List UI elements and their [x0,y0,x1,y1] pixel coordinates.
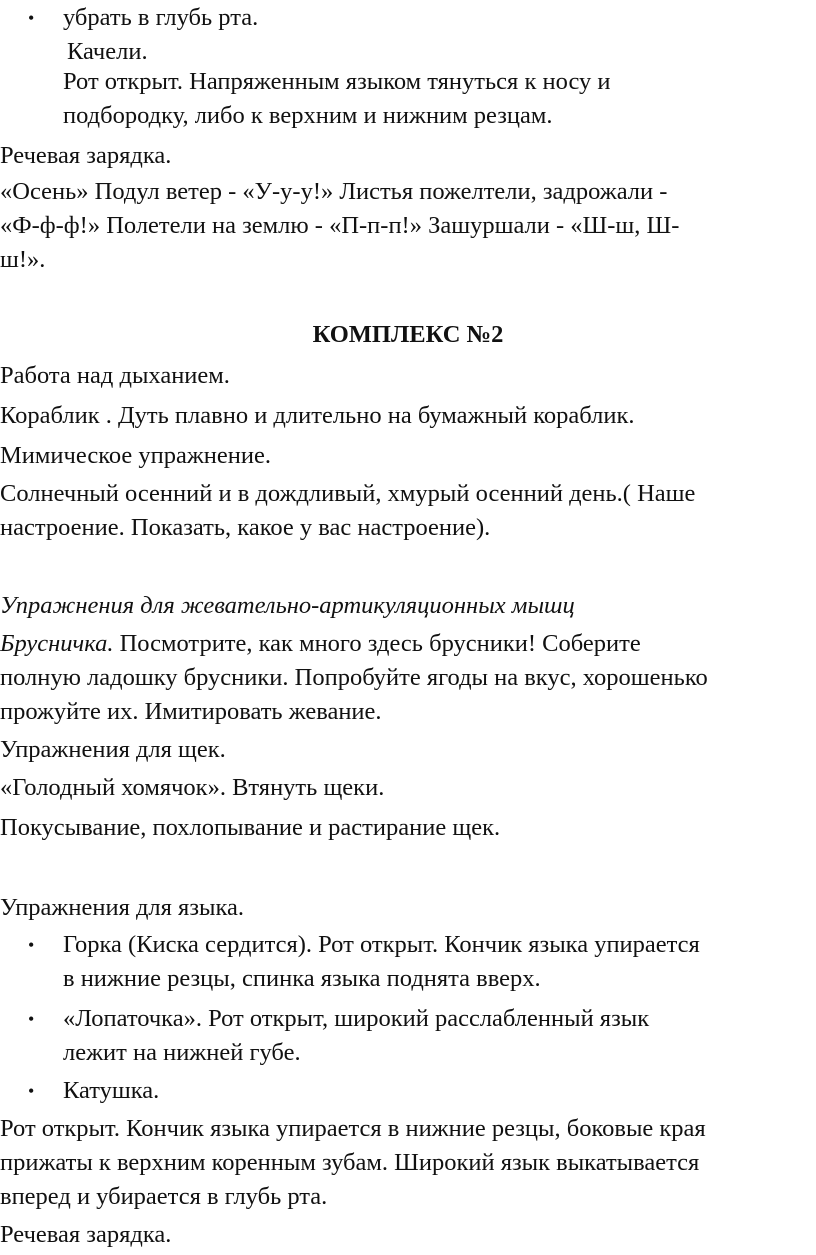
speech-warmup-title-1: Речевая зарядка. [0,142,172,169]
cheeks-title: Упражнения для щек. [0,736,226,763]
reel-text-line-1: Рот открыт. Кончик языка упирается в нижние резцы, боковые края [0,1115,706,1142]
autumn-text-line-3: ш!». [0,246,46,273]
tongue-item-2-line-2: лежит на нижней губе. [63,1039,301,1066]
list-item-end: убрать в глубь рта. [63,4,259,31]
boat-exercise: Кораблик . Дуть плавно и длительно на бумажный кораблик. [0,402,635,429]
swing-text-line-2: подбородку, либо к верхним и нижним резцам. [63,102,553,129]
bullet-icon: • [28,935,35,955]
mimic-title: Мимическое упражнение. [0,442,272,469]
sunny-text-line-2: настроение. Показать, какое у вас настроение). [0,514,491,541]
berry-text-line-3: прожуйте их. Имитировать жевание. [0,698,382,725]
tongue-item-1-line-2: в нижние резцы, спинка языка поднята вверх. [63,965,541,992]
speech-warmup-title-2: Речевая зарядка. [0,1221,172,1248]
tongue-title: Упражнения для языка. [0,894,244,921]
breathing-title: Работа над дыханием. [0,362,230,389]
exercise-title-swing: Качели. [67,38,148,65]
tongue-item-1-line-1: Горка (Киска сердится). Рот открыт. Кончик языка упирается [63,931,700,958]
biting-exercise: Покусывание, похлопывание и растирание щек. [0,814,501,841]
reel-text-line-3: вперед и убирается в глубь рта. [0,1183,328,1210]
autumn-text-line-1: «Осень» Подул ветер - «У-у-у!» Листья пожелтели, задрожали - [0,178,668,205]
swing-text-line-1: Рот открыт. Напряженным языком тянуться к носу и [63,68,611,95]
bullet-icon: • [28,1009,35,1029]
tongue-item-3: Катушка. [63,1077,160,1104]
berry-text-line-2: полную ладошку брусники. Попробуйте ягоды на вкус, хорошенько [0,664,708,691]
chewing-heading: Упражнения для жевательно-артикуляционных мышц [0,592,575,619]
reel-text-line-2: прижаты к верхним коренным зубам. Широкий язык выкатывается [0,1149,700,1176]
berry-text-line-1 [0,628,641,660]
hamster-exercise: «Голодный хомячок». Втянуть щеки. [0,774,385,801]
autumn-text-line-2: «Ф-ф-ф!» Полетели на землю - «П-п-п!» Зашуршали - «Ш-ш, Ш- [0,212,680,239]
complex-heading: КОМПЛЕКС №2 [312,321,504,348]
bullet-icon: • [28,8,35,28]
tongue-item-2-line-1: «Лопаточка». Рот открыт, широкий расслабленный язык [63,1005,650,1032]
bullet-icon: • [28,1081,35,1101]
berry-text: Посмотрите, как много здесь брусники! Соберите [113,630,641,657]
berry-name: Брусничка. [0,630,114,657]
sunny-text-line-1: Солнечный осенний и в дождливый, хмурый осенний день.( Наше [0,480,696,507]
